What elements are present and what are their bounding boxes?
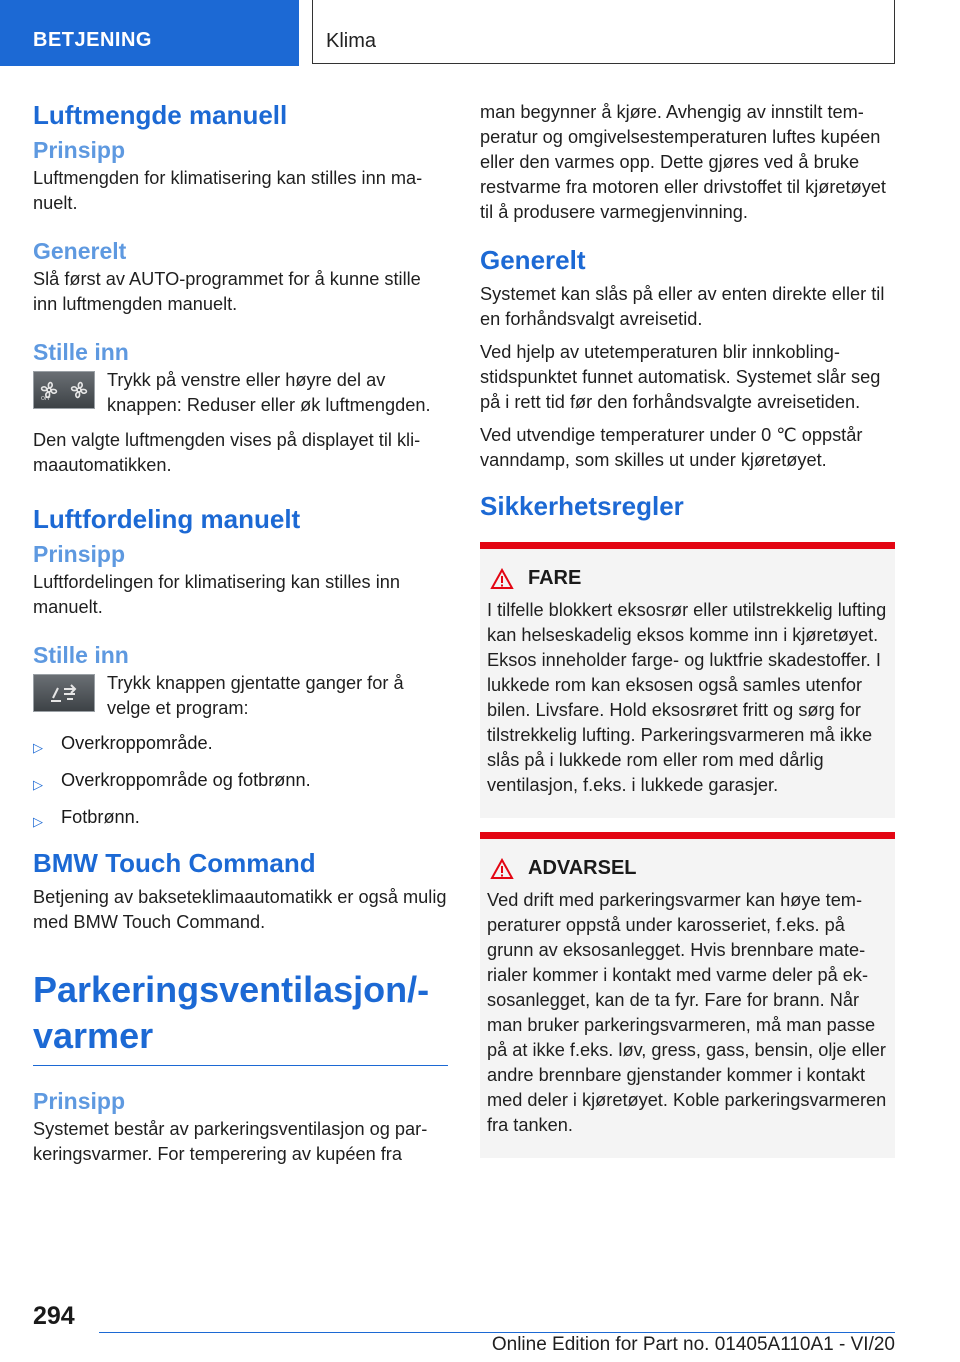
warning-text: I tilfelle blokkert eksosrør eller utilstrekkelig lufting kan helseskadelig eksos komme inn i kjøretøyet. Eksos inneholder farge- og luktfrie skadestoffer. I lukkede rom kan eksosen også samles utenfor bilen. Livsfare. Hold eksosrøret fritt og sørg for tilstrekkelig lufting. Parkeringsvarmeren må ikke slås på i lukkede rom eller rom med dårlig ventilasjon, f.eks. i lukkede garasjer.: [487, 600, 887, 795]
heading-luftmengde: Luftmengde manuell: [33, 100, 288, 130]
text-prinsipp-2: Luftfordelingen for klimatisering kan stilles inn manuelt.: [33, 572, 400, 617]
heading-sikkerhet: Sikkerhetsregler: [480, 491, 684, 521]
text-touch-command: Betjening av bakseteklimaautomatikk er også mulig med BMW Touch Command.: [33, 887, 447, 932]
list-item: ▷ Overkroppområde og fotbrønn.: [33, 768, 448, 797]
text-continued: man begynner å kjøre. Avhengig av innstilt temperatur og omgivelsestemperaturen luftes kupéen eller den varmes opp. Dette gjøres ved å bruke restvarme fra motoren eller drivstoffet til kjøretøyet til å produsere varmegjenvinning.: [480, 102, 886, 222]
left-column: [33, 100, 448, 1175]
svg-text:OFF: OFF: [41, 396, 51, 401]
subheading-generelt: Generelt: [33, 238, 127, 264]
text-stille-inn-fan: Trykk på venstre eller høyre del av knappen: Reduser eller øk luftmengden.: [107, 370, 431, 415]
warning-title: ADVARSEL: [528, 857, 637, 879]
text-display: Den valgte luftmengden vises på displayet til klimaautomatikken.: [33, 430, 421, 475]
chapter-label: Klima: [312, 0, 895, 64]
triangle-bullet-icon: ▷: [33, 777, 43, 792]
right-column: [480, 100, 895, 1158]
subheading-stille-inn: Stille inn: [33, 339, 129, 365]
heading-rule: [33, 1065, 448, 1066]
footer-rule: [99, 1332, 895, 1333]
text-generelt-3: Ved utvendige temperaturer under 0 ℃ oppstår vanndamp, som skilles ut under kjøretøyet.: [480, 425, 863, 470]
text-stille-inn-airflow: Trykk knappen gjentatte ganger for å velge et program:: [107, 673, 404, 718]
edition-label: Online Edition for Part no. 01405A110A1 - VI/20: [491, 1334, 895, 1355]
list-item: ▷ Overkroppområde.: [33, 731, 448, 760]
subheading-prinsipp-2: Prinsipp: [33, 541, 126, 567]
list-item: ▷ Fotbrønn.: [33, 805, 448, 834]
warning-title: FARE: [528, 567, 582, 589]
warning-triangle-icon: [490, 568, 514, 590]
triangle-bullet-icon: ▷: [33, 740, 43, 755]
text-generelt: Slå først av AUTO-programmet for å kunne stille inn luftmengden manuelt.: [33, 269, 421, 314]
heading-generelt: Generelt: [480, 245, 586, 275]
triangle-bullet-icon: ▷: [33, 814, 43, 829]
warning-box-advarsel: [480, 832, 895, 1158]
text-prinsipp-3: Systemet består av parkeringsventilasjon og parkeringsvarmer. For temperering av kupéen fra: [33, 1119, 428, 1164]
warning-box-fare: [480, 542, 895, 818]
heading-luftfordeling: Luftfordeling manuelt: [33, 504, 301, 534]
instruction-airflow: [33, 671, 448, 721]
page-number: 294: [33, 1302, 75, 1330]
text-generelt-2: Ved hjelp av utetemperaturen blir innkoblingstidspunktet funnet automatisk. Systemet slår seg på i rett tid før den forhåndsvalgte avreisetiden.: [480, 342, 881, 412]
subheading-stille-inn-2: Stille inn: [33, 642, 129, 668]
section-label: BETJENING: [0, 0, 299, 66]
chapter-heading: Parkeringsventilasjon/-varmer: [33, 969, 430, 1056]
subheading-prinsipp: Prinsipp: [33, 137, 126, 163]
instruction-fan: [33, 368, 448, 418]
warning-triangle-icon: [490, 858, 514, 880]
page-header: [0, 0, 960, 66]
heading-touch-command: BMW Touch Command: [33, 848, 316, 878]
text-prinsipp: Luftmengden for klimatisering kan stilles inn manuelt.: [33, 168, 423, 213]
program-list: [33, 731, 448, 834]
fan-off-icon: [33, 371, 95, 409]
subheading-prinsipp-3: Prinsipp: [33, 1088, 126, 1114]
air-distribution-icon: [33, 674, 95, 712]
warning-text: Ved drift med parkeringsvarmer kan høye temperaturer oppstå under karosseriet, f.eks. på grunn av eksosanlegget. Hvis brennbare materialer kommer i kontakt med varme deler på eksosanlegget, kan de ta fyr. Fare for brann. Når man bruker parkeringsvarmeren, må man passe på at ikke f.eks. løv, gress, gass, bensin, olje eller andre brennbare gjenstander kommer i kontakt med deler i kjøretøyet. Koble parkeringsvarmeren fra tanken.: [487, 890, 887, 1135]
text-generelt-1: Systemet kan slås på eller av enten direkte eller til en forhåndsvalgt avreisetid.: [480, 284, 885, 329]
